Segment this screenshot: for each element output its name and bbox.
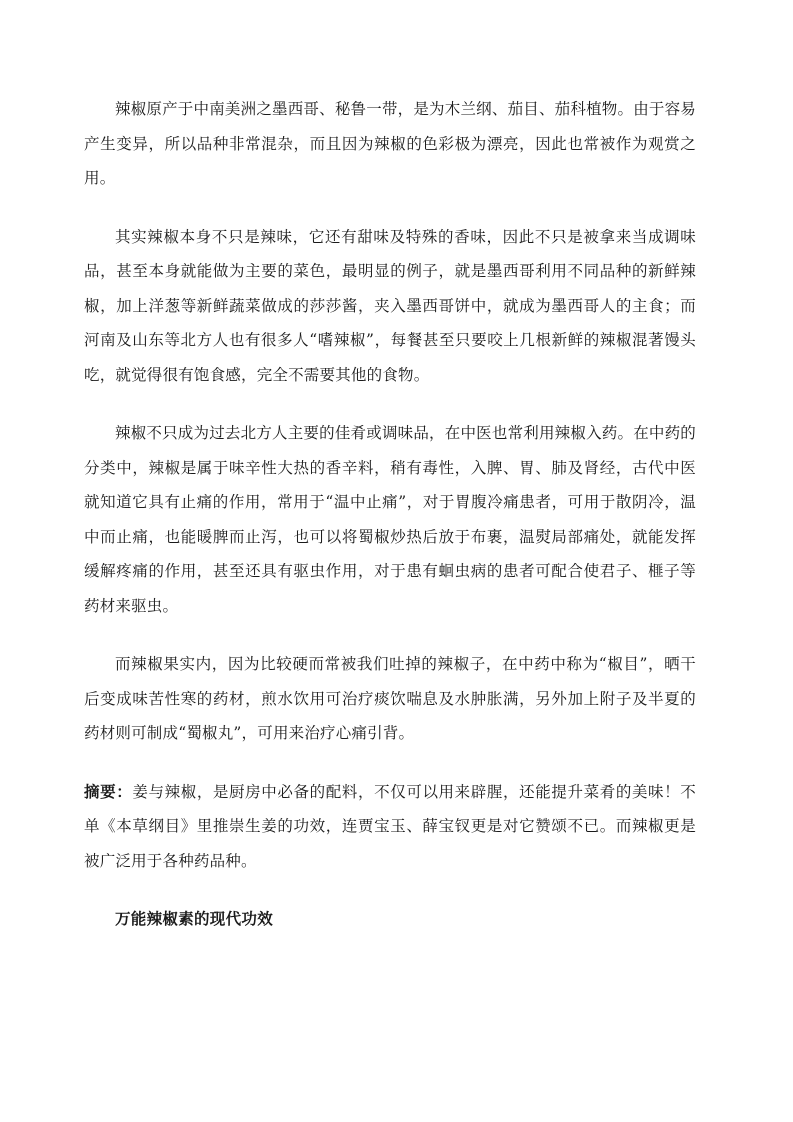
abstract-text: 姜与辣椒，是厨房中必备的配料，不仅可以用来辟腥，还能提升菜肴的美味！不单《本草纲目》里推崇生姜的功效，连贾宝玉、薛宝钗更是对它赞颂不已。而辣椒更是被广泛用于各种药品种。: [84, 782, 696, 870]
paragraph-seeds: 而辣椒果实内，因为比较硬而常被我们吐掉的辣椒子，在中药中称为“椒目”，晒干后变成味苦性寒的药材，煎水饮用可治疗痰饮喘息及水肿胀满，另外加上附子及半夏的药材则可制成“蜀椒丸”，可用来治疗心痛引背。: [84, 655, 696, 742]
abstract: [84, 775, 696, 879]
paragraph-origin: 辣椒原产于中南美洲之墨西哥、秘鲁一带，是为木兰纲、茄目、茄科植物。由于容易产生变异，所以品种非常混杂，而且因为辣椒的色彩极为漂亮，因此也常被作为观赏之用。: [84, 100, 696, 187]
paragraph-flavor: 其实辣椒本身不只是辣味，它还有甜味及特殊的香味，因此不只是被拿来当成调味品，甚至本身就能做为主要的菜色，最明显的例子，就是墨西哥利用不同品种的新鲜辣椒，加上洋葱等新鲜蔬菜做成的莎莎酱，夹入墨西哥饼中，就成为墨西哥人的主食；而河南及山东等北方人也有很多人“嗜辣椒”，每餐甚至只要咬上几根新鲜的辣椒混著馒头吃，就觉得很有饱食感，完全不需要其他的食物。: [84, 227, 696, 384]
abstract-label: 摘要：: [84, 781, 133, 801]
document-page: [84, 92, 696, 937]
section-heading: 万能辣椒素的现代功效: [115, 909, 274, 928]
paragraph-medicine: 辣椒不只成为过去北方人主要的佳肴或调味品，在中医也常利用辣椒入药。在中药的分类中，辣椒是属于味辛性大热的香辛料，稍有毒性，入脾、胃、肺及肾经，古代中医就知道它具有止痛的作用，常用于“温中止痛”，对于胃腹冷痛患者，可用于散阴冷，温中而止痛，也能暖脾而止泻，也可以将蜀椒炒热后放于布裹，温熨局部痛处，就能发挥缓解疼痛的作用，甚至还具有驱虫作用，对于患有蛔虫病的患者可配合使君子、榧子等药材来驱虫。: [84, 424, 696, 615]
